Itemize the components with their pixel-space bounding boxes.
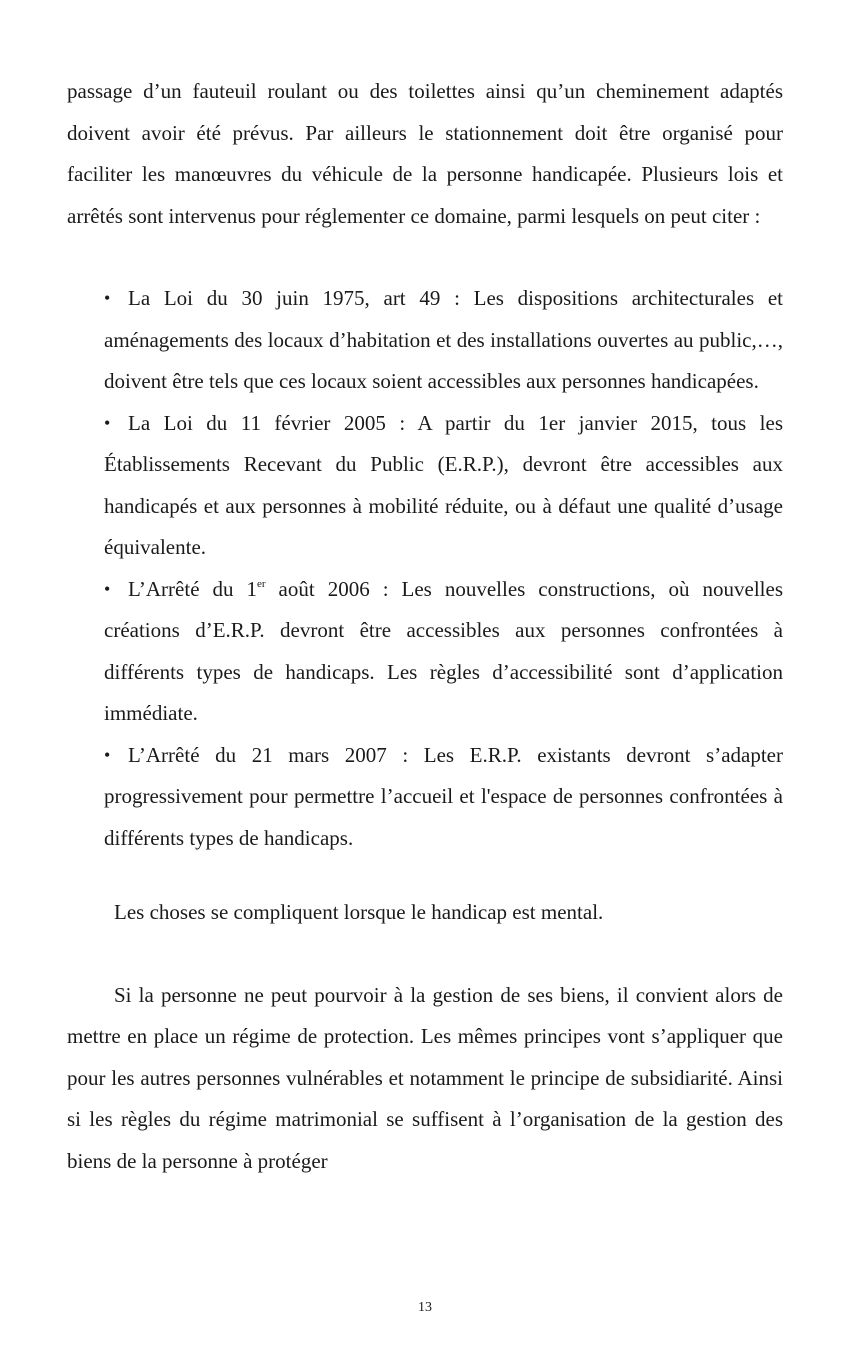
law-item-text: La Loi du 30 juin 1975, art 49 : Les dispositions architecturales et aménagements des locaux d’habitation et des installations ouvertes au public,…, doivent être tels que ces locaux soient accessibles aux personnes handicapées. [104,286,783,393]
mental-handicap-sentence: Les choses se compliquent lorsque le handicap est mental. [114,900,604,924]
page-number: 13 [418,1300,432,1315]
law-item-2007 [104,735,783,860]
law-item-text: L’Arrêté du 1er août 2006 : Les nouvelles constructions, où nouvelles créations d’E.R.P. devront être accessibles aux personnes confrontées à différents types de handicaps. Les règles d’accessibilité sont d’application immédiate. [104,576,783,725]
law-item-1975 [104,278,783,403]
document-page [67,71,783,1182]
law-item-text: L’Arrêté du 21 mars 2007 : Les E.R.P. existants devront s’adapter progressivement pour permettre l’accueil et l'espace de personnes confrontées à différents types de handicaps. [104,742,783,850]
law-item-2005 [104,403,783,569]
law-list [67,278,783,859]
protection-paragraph: Si la personne ne peut pourvoir à la gestion de ses biens, il convient alors de mettre en place un régime de protection. Les mêmes principes vont s’appliquer que pour les autres personnes vulnérables et notamment le principe de subsidiarité. Ainsi si les règles du régime matrimonial se suffisent à l’organisation de la gestion des biens de la personne à protéger [67,982,783,1173]
superscript-er: er [257,577,266,590]
law-item-2006 [104,569,783,735]
law-item-text: La Loi du 11 février 2005 : A partir du 1er janvier 2015, tous les Établissements Recevant du Public (E.R.P.), devront être accessibles aux handicapés et aux personnes à mobilité réduite, ou à défaut une qualité d’usage équivalente. [104,410,783,559]
intro-paragraph: passage d’un fauteuil roulant ou des toilettes ainsi qu’un cheminement adaptés doivent avoir été prévus. Par ailleurs le stationnement doit être organisé pour faciliter les manœuvres du véhicule de la personne handicapée. Plusieurs lois et arrêtés sont intervenus pour réglementer ce domaine, parmi lesquels on peut citer : [67,79,783,228]
